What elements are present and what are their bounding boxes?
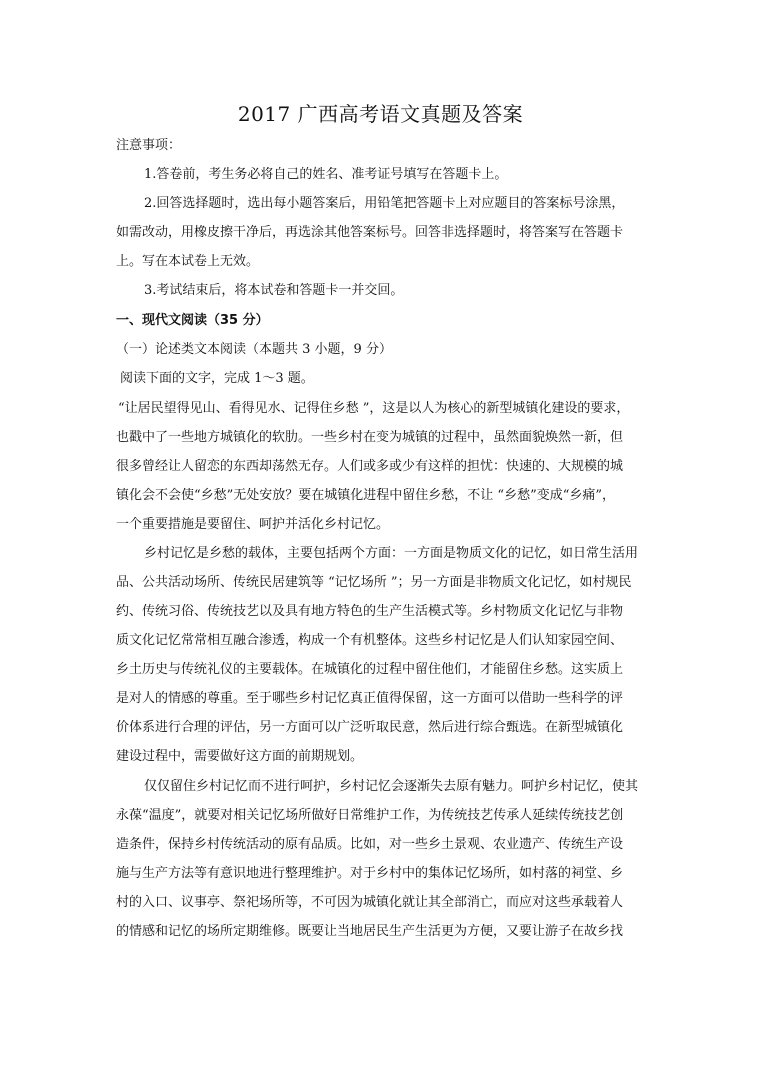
- subsection-heading: （一）论述类文本阅读（本题共 3 小题，9 分）: [116, 342, 392, 357]
- paragraph-line: 也戳中了一些地方城镇化的软肋。一些乡村在变为城镇的过程中，虽然面貌焕然一新，但: [116, 430, 624, 445]
- paragraph-line: 村的入口、议事亭、祭祀场所等，不可因为城镇化就让其全部消亡，而应对这些承载着人: [116, 895, 624, 910]
- notice-item-2-end: 上。写在本试卷上无效。: [116, 254, 260, 269]
- notice-item-2: 2.回答选择题时，选出每小题答案后，用铅笔把答题卡上对应题目的答案标号涂黑，: [144, 196, 625, 211]
- paragraph-line: 品、公共活动场所、传统民居建筑等 “记忆场所 ”；另一方面是非物质文化记忆，如村规民: [116, 575, 632, 590]
- notice-item-3: 3.考试结束后，将本试卷和答题卡一并交回。: [144, 283, 404, 298]
- paragraph-line: 的情感和记忆的场所定期维修。既要让当地居民生产生活更为方便，又要让游子在故乡找: [116, 924, 624, 939]
- paragraph-line: 建设过程中，需要做好这方面的前期规划。: [116, 749, 364, 764]
- paragraph-line: 是对人的情感的尊重。至于哪些乡村记忆真正值得保留，这一方面可以借助一些科学的评: [116, 691, 624, 706]
- paragraph-line: 价体系进行合理的评估，另一方面可以广泛听取民意，然后进行综合甄选。在新型城镇化: [116, 720, 624, 735]
- paragraph-line: 乡村记忆是乡愁的载体，主要包括两个方面：一方面是物质文化的记忆，如日常生活用: [144, 546, 639, 561]
- paragraph-line: 造条件，保持乡村传统活动的原有品质。比如，对一些乡土景观、农业遗产、传统生产设: [116, 837, 624, 852]
- paragraph-line: 约、传统习俗、传统技艺以及具有地方特色的生产生活模式等。乡村物质文化记忆与非物: [116, 604, 624, 619]
- notice-heading: 注意事项：: [116, 138, 182, 153]
- document-title: 2017 广西高考语文真题及答案: [237, 102, 524, 126]
- instruction-line: 阅读下面的文字，完成 1～3 题。: [120, 371, 314, 386]
- paragraph-line: 很多曾经让人留恋的东西却荡然无存。人们或多或少有这样的担忧：快速的、大规模的城: [116, 459, 624, 474]
- paragraph-line: “让居民望得见山、看得见水、记得住乡愁 ”，这是以人为核心的新型城镇化建设的要求，: [118, 401, 630, 416]
- paragraph-line: 镇化会不会使“乡愁”无处安放？要在城镇化进程中留住乡愁，不让 “乡愁”变成“乡痛”，: [116, 488, 616, 503]
- paragraph-line: 仅仅留住乡村记忆而不进行呵护，乡村记忆会逐渐失去原有魅力。呵护乡村记忆，使其: [144, 779, 639, 794]
- paragraph-line: 永葆“温度”，就要对相关记忆场所做好日常维护工作，为传统技艺传承人延续传统技艺创: [116, 808, 624, 823]
- paragraph-line: 施与生产方法等有意识地进行整理维护。对于乡村中的集体记忆场所，如村落的祠堂、乡: [116, 866, 624, 881]
- notice-item-1: 1.答卷前，考生务必将自己的姓名、准考证号填写在答题卡上。: [144, 167, 508, 182]
- paragraph-line: 质文化记忆常常相互融合渗透，构成一个有机整体。这些乡村记忆是人们认知家园空间、: [116, 633, 624, 648]
- paragraph-line: 乡土历史与传统礼仪的主要载体。在城镇化的过程中留住他们，才能留住乡愁。这实质上: [116, 662, 624, 677]
- paragraph-line: 一个重要措施是要留住、呵护并活化乡村记忆。: [116, 517, 390, 532]
- notice-item-2-cont: 如需改动，用橡皮擦干净后，再选涂其他答案标号。回答非选择题时，将答案写在答题卡: [116, 225, 624, 240]
- section-heading: 一、现代文阅读（35 分）: [116, 313, 269, 328]
